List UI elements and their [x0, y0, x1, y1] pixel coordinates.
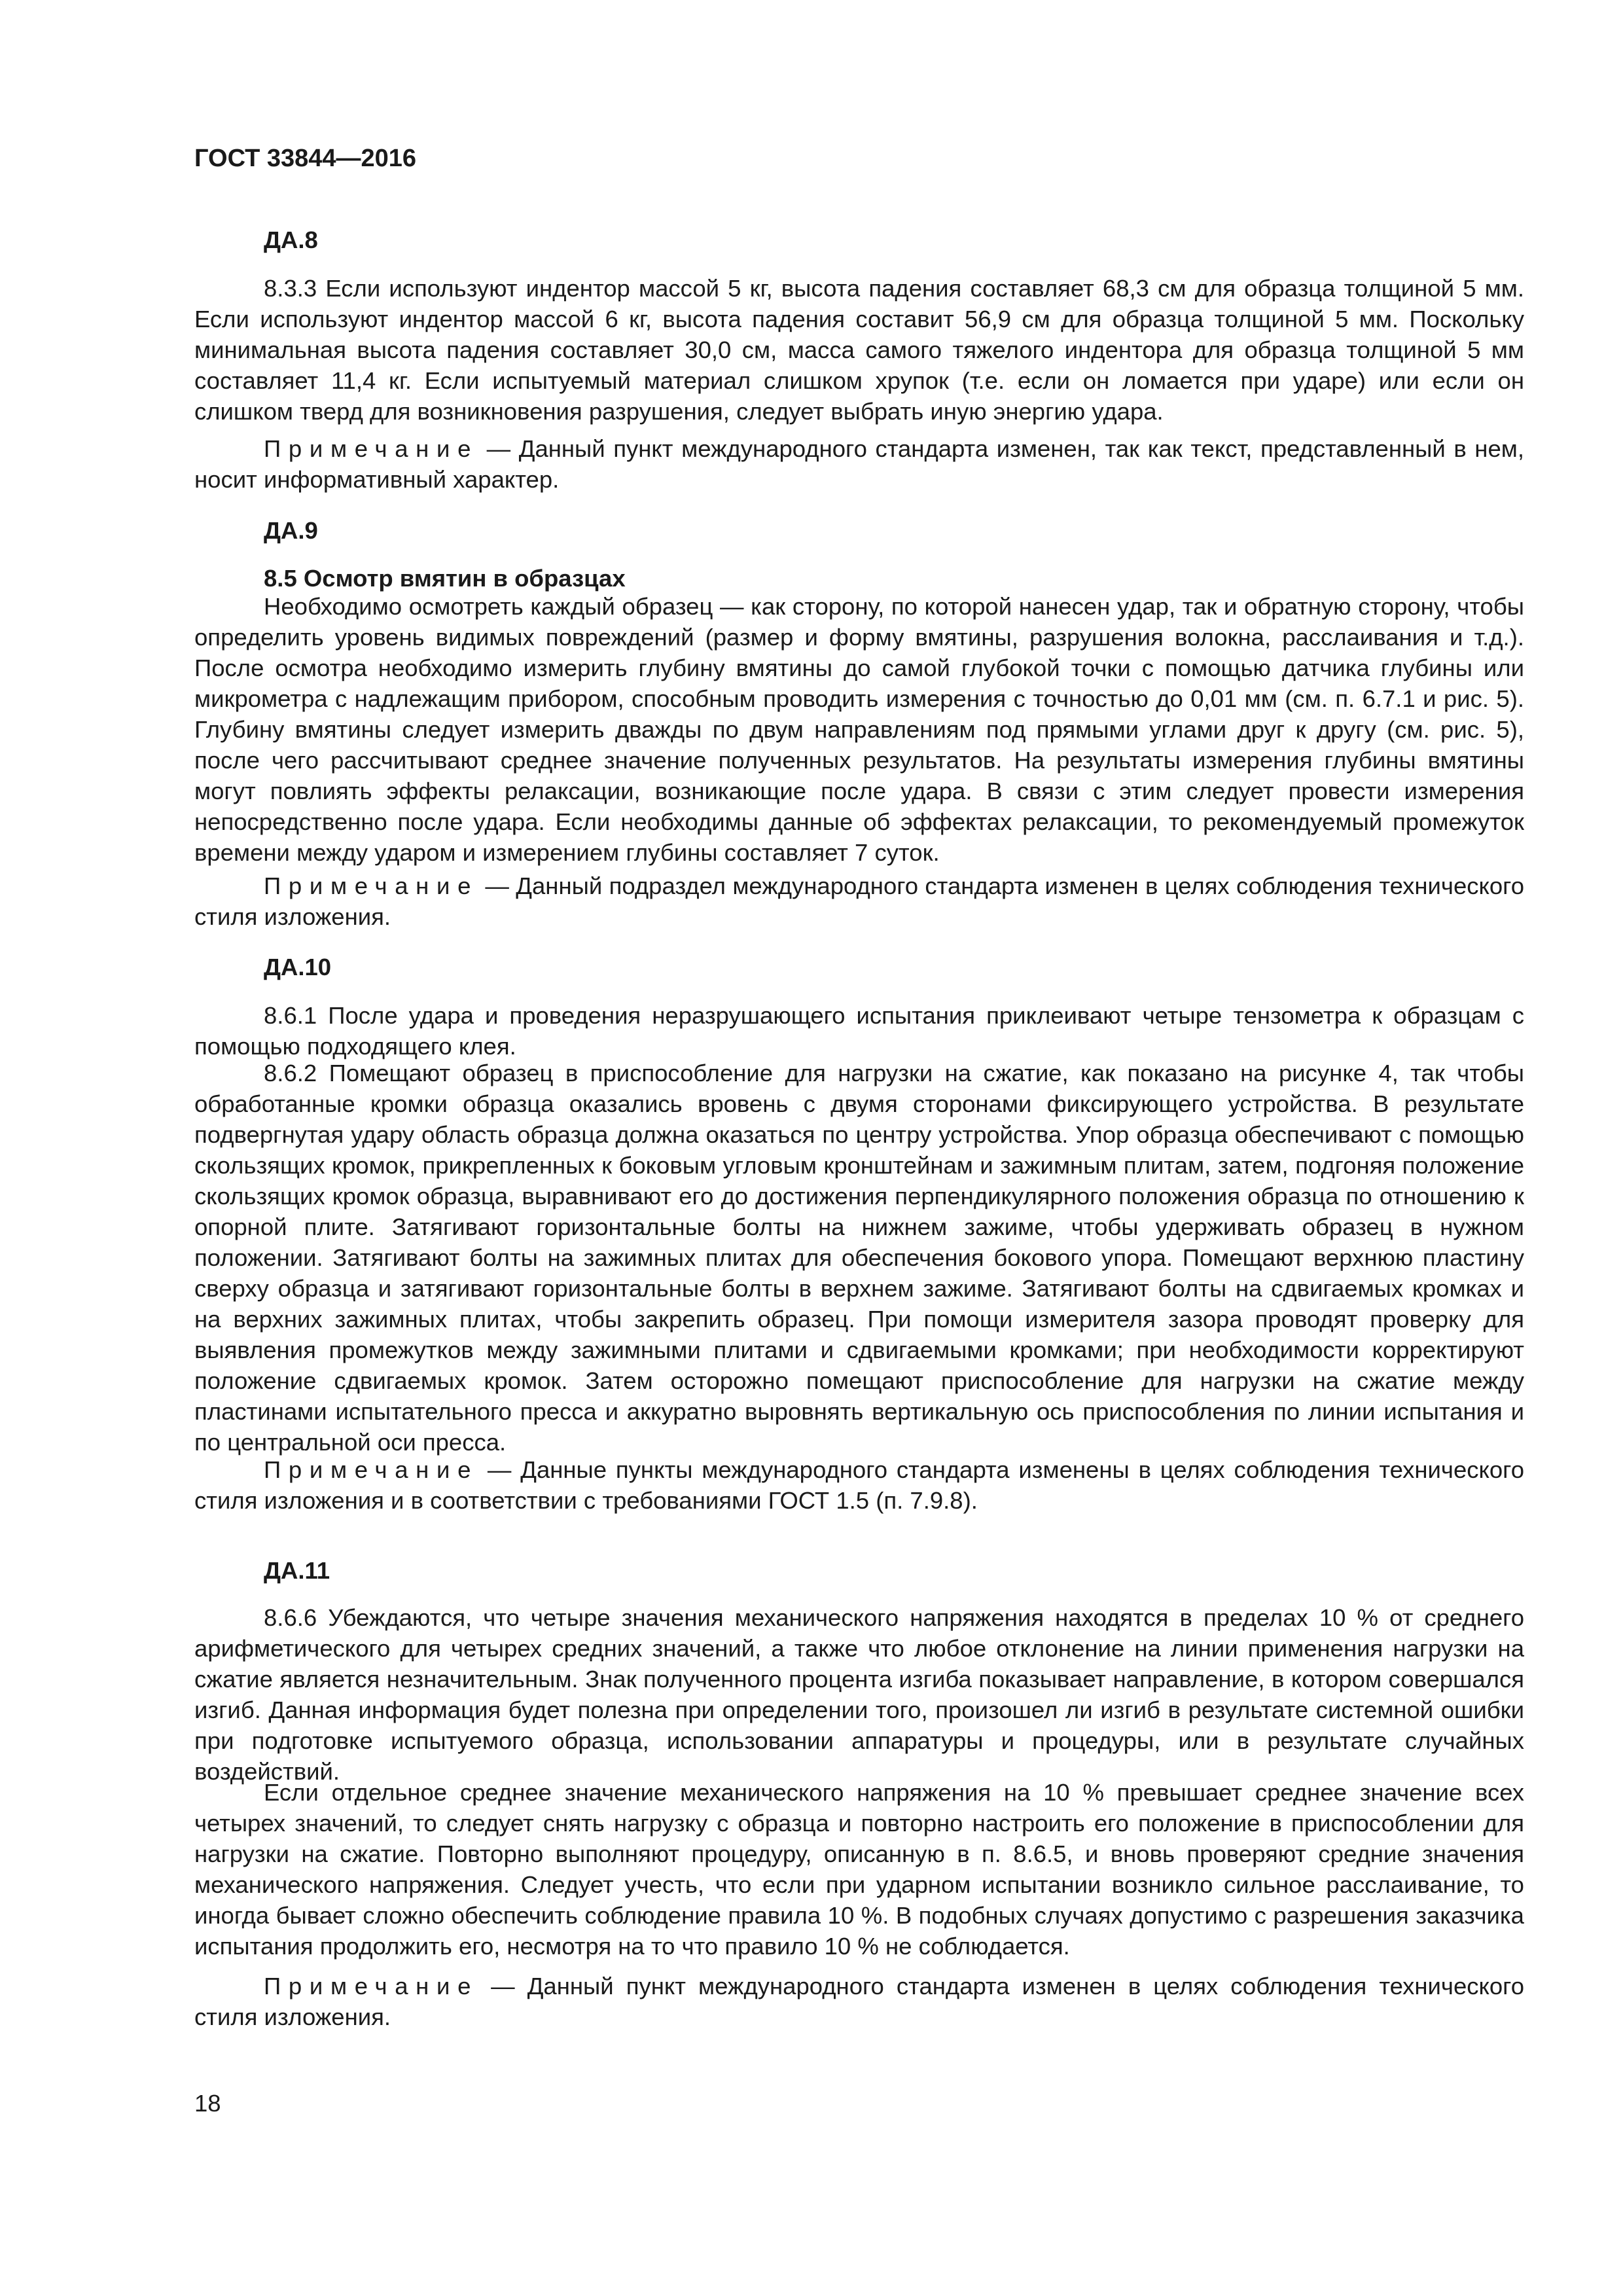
note-label: Примечание [264, 1456, 479, 1483]
note-label: Примечание [264, 1973, 479, 2000]
document-code: ГОСТ 33844—2016 [194, 145, 417, 172]
section-label: ДА.8 [264, 226, 318, 253]
note-text: — Данный пункт международного стандарта изменен, так как текст, представленный в нем, носит информативный характер. [194, 435, 1524, 493]
subsection-heading: 8.5 Осмотр вмятин в образцах [264, 565, 626, 592]
paragraph: Если отдельное среднее значение механического напряжения на 10 % превышает среднее значение всех четырех значений, то следует снять нагрузку с образца и повторно настроить его положение в приспособлении для нагрузки на сжатие. Повторно выполняют процедуру, описанную в п. 8.6.5, и вновь проверяют средние значения механического напряжения. Следует учесть, что если при ударном испытании возникло сильное расслаивание, то иногда бывает сложно обеспечить соблюдение правила 10 %. В подобных случаях допустимо с разрешения заказчика испытания продолжить его, несмотря на то что правило 10 % не соблюдается. [194, 1779, 1524, 1960]
paragraph: Необходимо осмотреть каждый образец — как сторону, по которой нанесен удар, так и обратную сторону, чтобы определить уровень видимых повреждений (размер и форму вмятины, разрушения волокна, расслаивания и т.д.). После осмотра необходимо измерить глубину вмятины до самой глубокой точки с помощью датчика глубины или микрометра с надлежащим прибором, способным проводить измерения с точностью до 0,01 мм (см. п. 6.7.1 и рис. 5). Глубину вмятины следует измерить дважды по двум направлениям под прямыми углами друг к другу (см. рис. 5), после чего рассчитывают среднее значение полученных результатов. На результаты измерения глубины вмятины могут повлиять эффекты релаксации, возникающие после удара. В связи с этим следует провести измерения непосредственно после удара. Если необходимы данные об эффектах релаксации, то рекомендуемый промежуток времени между ударом и измерением глубины составляет 7 суток. [194, 593, 1524, 866]
note-text: — Данные пункты международного стандарта изменены в целях соблюдения технического стиля изложения и в соответствии с требованиями ГОСТ 1.5 (п. 7.9.8). [194, 1456, 1524, 1514]
note-paragraph [194, 870, 1524, 932]
note-text: — Данный пункт международного стандарта изменен в целях соблюдения технического стиля изложения. [194, 1973, 1524, 2030]
note-paragraph [194, 433, 1524, 495]
section-label: ДА.11 [264, 1557, 330, 1584]
note-paragraph [194, 1454, 1524, 1516]
page-number: 18 [194, 2090, 221, 2117]
paragraph: 8.3.3 Если используют индентор массой 5 кг, высота падения составляет 68,3 см для образца толщиной 5 мм. Если используют индентор массой 6 кг, высота падения составит 56,9 см для образца толщиной 5 мм. Поскольку минимальная высота падения составляет 30,0 см, масса самого тяжелого индентора для образца толщиной 5 мм составляет 11,4 кг. Если испытуемый материал слишком хрупок (т.е. если он ломается при ударе) или если он слишком тверд для возникновения разрушения, следует выбрать иную энергию удара. [194, 275, 1524, 425]
section-label: ДА.10 [264, 954, 332, 980]
note-text: — Данный подраздел международного стандарта изменен в целях соблюдения технического стиля изложения. [194, 872, 1524, 930]
note-label: Примечание [264, 872, 479, 899]
paragraph: 8.6.2 Помещают образец в приспособление для нагрузки на сжатие, как показано на рисунке 4, так чтобы обработанные кромки образца оказались вровень с двумя сторонами фиксирующего устройства. В результате подвергнутая удару область образца должна оказаться по центру устройства. Упор образца обеспечивают с помощью скользящих кромок, прикрепленных к боковым угловым кронштейнам и зажимным плитам, затем, подгоняя положение скользящих кромок образца, выравнивают его до достижения перпендикулярного положения образца по отношению к опорной плите. Затягивают горизонтальные болты на нижнем зажиме, чтобы удерживать образец в нужном положении. Затягивают болты на зажимных плитах для обеспечения бокового упора. Помещают верхнюю пластину сверху образца и затягивают горизонтальные болты в верхнем зажиме. Затягивают болты на сдвигаемых кромках и на верхних зажимных плитах, чтобы закрепить образец. При помощи измерителя зазора проводят проверку для выявления промежутков между зажимными плитами и сдвигаемыми кромками; при необходимости корректируют положение сдвигаемых кромок. Затем осторожно помещают приспособление для нагрузки на сжатие между пластинами испытательного пресса и аккуратно выровнять вертикальную ось приспособления по линии испытания и по центральной оси пресса. [194, 1060, 1524, 1456]
section-label: ДА.9 [264, 517, 318, 544]
note-label: Примечание [264, 435, 479, 462]
note-paragraph [194, 1971, 1524, 2032]
paragraph: 8.6.6 Убеждаются, что четыре значения механического напряжения находятся в пределах 10 % от среднего арифметического для четырех средних значений, а также что любое отклонение на линии применения нагрузки на сжатие является незначительным. Знак полученного процента изгиба показывает направление, в котором совершался изгиб. Данная информация будет полезна при определении того, произошел ли изгиб в результате системной ошибки при подготовке испытуемого образца, использовании аппаратуры и процедуры, или в результате случайных воздействий. [194, 1604, 1524, 1785]
paragraph: 8.6.1 После удара и проведения неразрушающего испытания приклеивают четыре тензометра к образцам с помощью подходящего клея. [194, 1002, 1524, 1060]
